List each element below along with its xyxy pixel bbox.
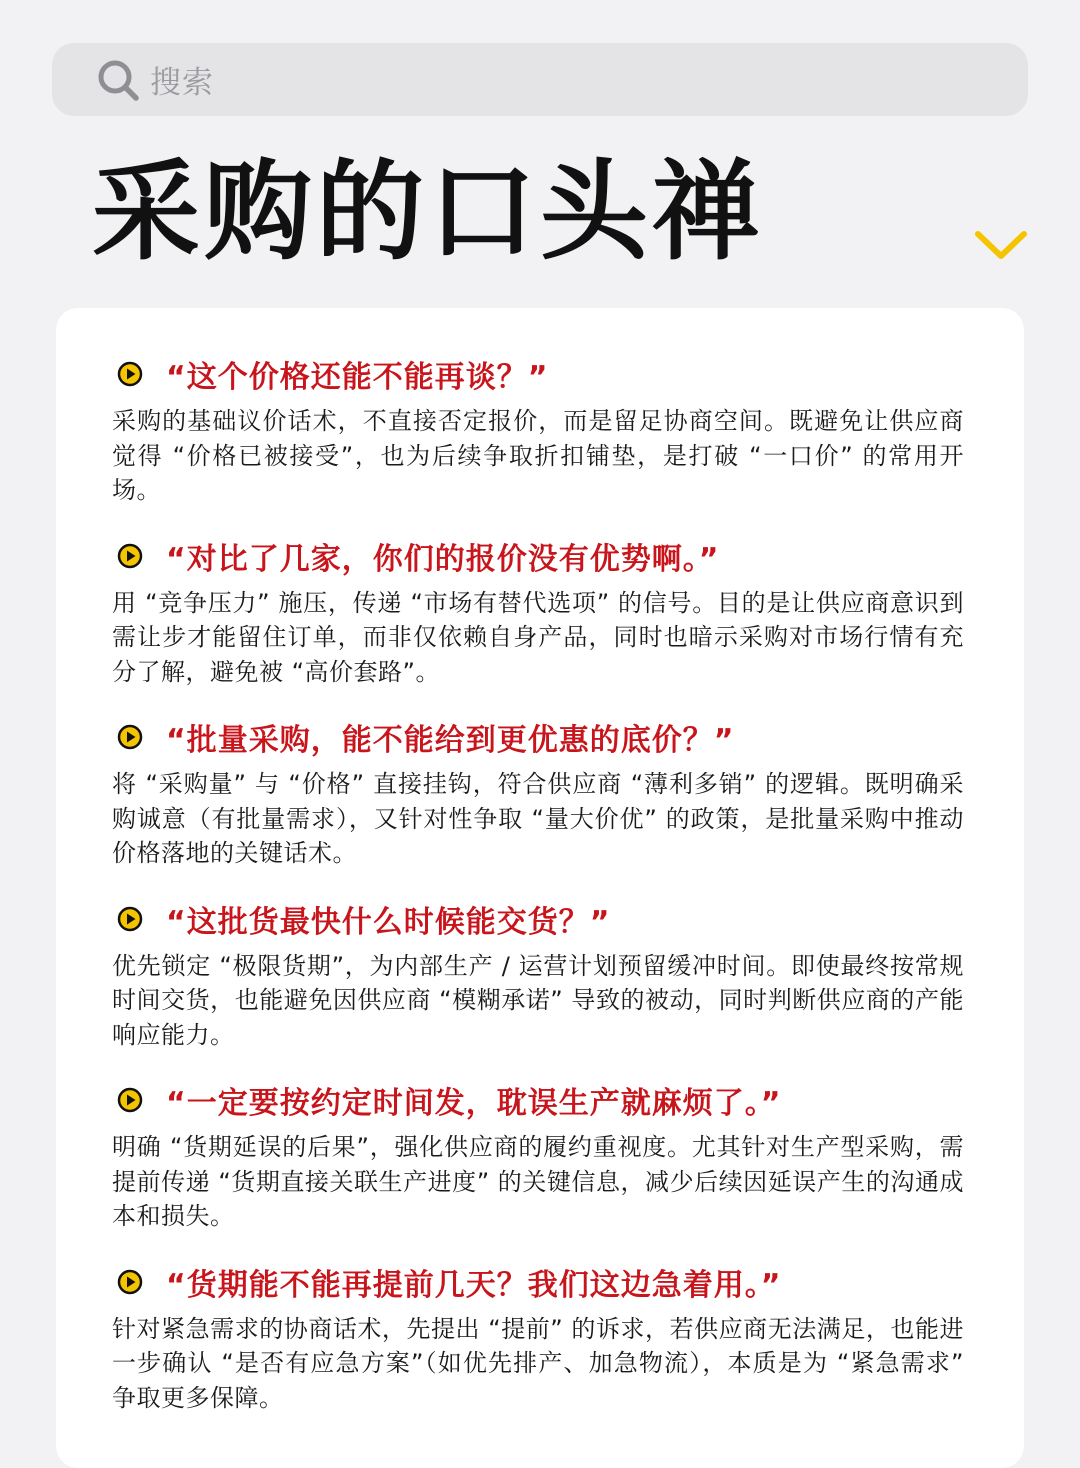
item-description: 针对紧急需求的协商话术，先提出 “提前” 的诉求，若供应商无法满足，也能进一步确认 “是否有应急方案”（如优先排产、加急物流），本质是为 “紧急需求” 争取更多保障。 bbox=[112, 1314, 964, 1412]
list-item bbox=[112, 1254, 964, 1416]
item-title-row bbox=[112, 346, 964, 402]
item-description: 明确 “货期延误的后果”，强化供应商的履约重视度。尤其针对生产型采购，需提前传递 “货期直接关联生产进度” 的关键信息，减少后续因延误产生的沟通成本和损失。 bbox=[112, 1133, 964, 1230]
item-title: “对比了几家，你们的报价没有优势啊。” bbox=[166, 541, 720, 577]
item-description: 优先锁定 “极限货期”，为内部生产 / 运营计划预留缓冲时间。即使最终按常规时间交货，也能避免因供应商 “模糊承诺” 导致的被动，同时判断供应商的产能响应能力。 bbox=[112, 951, 964, 1049]
search-icon bbox=[96, 58, 140, 102]
list-item bbox=[112, 1072, 964, 1234]
play-bullet-icon bbox=[116, 360, 144, 388]
item-description: 采购的基础议价话术，不直接否定报价，而是留足协商空间。既避免让供应商觉得 “价格已被接受”，也为后续争取折扣铺垫，是打破 “一口价” 的常用开场。 bbox=[112, 407, 964, 504]
search-bar[interactable] bbox=[52, 43, 1028, 116]
list-item bbox=[112, 709, 964, 871]
item-title: “这批货最快什么时候能交货？” bbox=[166, 904, 611, 940]
play-bullet-icon bbox=[116, 1086, 144, 1114]
item-title-row bbox=[112, 709, 964, 765]
item-title-row bbox=[112, 891, 964, 947]
search-placeholder: 搜索 bbox=[150, 65, 214, 101]
item-title: “这个价格还能不能再谈？” bbox=[166, 360, 549, 395]
list-item bbox=[112, 528, 964, 690]
list-item bbox=[112, 891, 964, 1053]
page-title: 采购的口头禅 bbox=[92, 150, 765, 275]
chevron-down-icon[interactable] bbox=[974, 228, 1028, 264]
item-description: 将 “采购量” 与 “价格” 直接挂钩，符合供应商 “薄利多销” 的逻辑。既明确采购诚意（有批量需求），又针对性争取 “量大价优” 的政策，是批量采购中推动价格落地的关键话术。 bbox=[112, 770, 964, 867]
item-title-row bbox=[112, 528, 964, 584]
play-bullet-icon bbox=[116, 1268, 144, 1296]
phrase-list bbox=[112, 346, 964, 1435]
list-item bbox=[112, 346, 964, 508]
item-title-row bbox=[112, 1254, 964, 1310]
item-title: “一定要按约定时间发，耽误生产就麻烦了。” bbox=[166, 1086, 782, 1121]
play-bullet-icon bbox=[116, 723, 144, 751]
item-title-row bbox=[112, 1072, 964, 1128]
item-title: “货期能不能再提前几天？我们这边急着用。” bbox=[166, 1267, 782, 1303]
item-description: 用 “竞争压力” 施压，传递 “市场有替代选项” 的信号。目的是让供应商意识到需让步才能留住订单，而非仅依赖自身产品，同时也暗示采购对市场行情有充分了解，避免被 “高价套路”。 bbox=[112, 588, 964, 686]
item-title: “批量采购，能不能给到更优惠的底价？” bbox=[166, 723, 735, 758]
play-bullet-icon bbox=[116, 905, 144, 933]
play-bullet-icon bbox=[116, 542, 144, 570]
